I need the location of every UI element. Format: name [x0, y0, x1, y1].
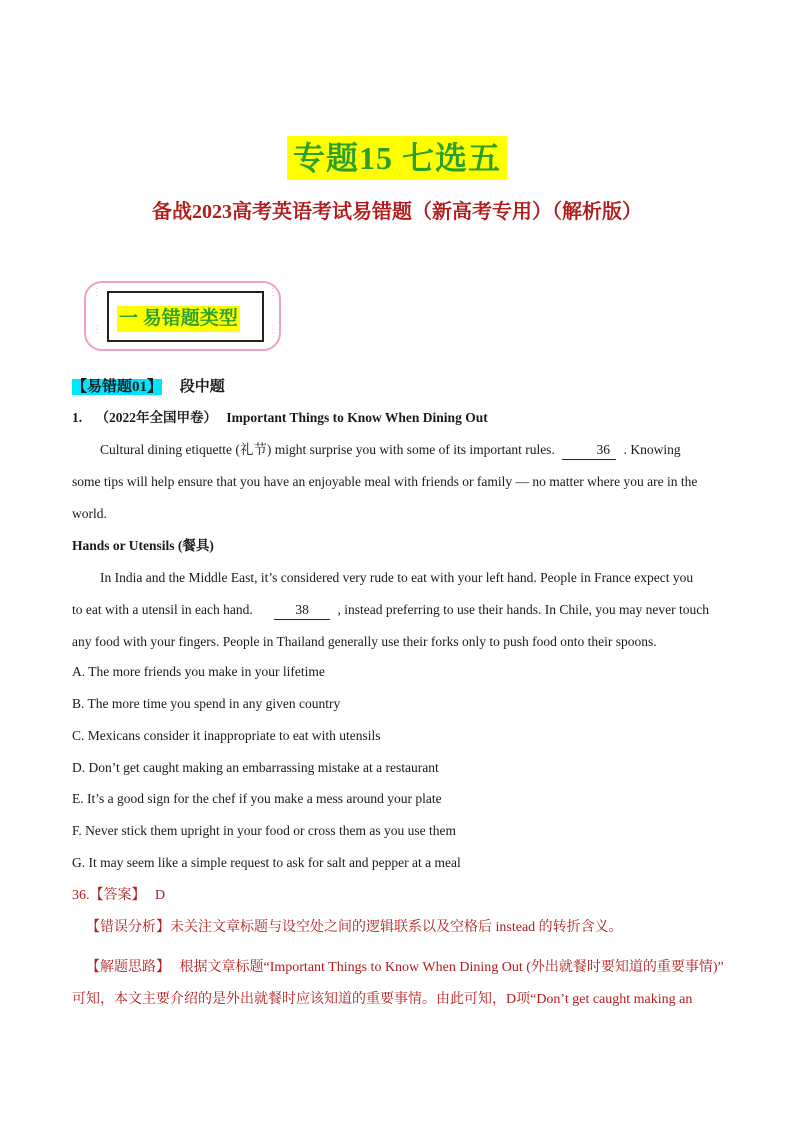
- error-analysis: [72, 912, 724, 944]
- error-analysis-label: 【错误分析】: [86, 920, 170, 935]
- decorative-dots-icon: ⋮: [92, 287, 102, 298]
- page-title: 专题15 七选五: [287, 136, 507, 180]
- option-e: E. It’s a good sign for the chef if you make a mess around your plate: [72, 791, 442, 806]
- error-analysis-text: 未关注文章标题与设空处之间的逻辑联系以及空格后 instead 的转折含义。: [170, 920, 623, 935]
- paragraph-1-line-1: [72, 434, 724, 466]
- page-subtitle: 备战2023高考英语考试易错题（新高考专用）（解析版）: [152, 201, 642, 223]
- paragraph-text: . Knowing: [623, 442, 681, 457]
- option-b: B. The more time you spend in any given country: [72, 696, 341, 711]
- decorative-dots-icon: ⋮: [268, 324, 278, 335]
- solution-label: 【解题思路】: [86, 960, 170, 975]
- option-c: C. Mexicans consider it inappropriate to eat with utensils: [72, 728, 381, 743]
- option-g: G. It may seem like a simple request to ask for salt and pepper at a meal: [72, 855, 461, 870]
- solution-line-1: [72, 952, 724, 984]
- solution-text-1: 根据文章标题“Important Things to Know When Dining Out (外出就餐时要知道的重要事情)”: [179, 960, 724, 975]
- paragraph-1-line-2: some tips will help ensure that you have an enjoyable meal with friends or family — no matter where you are in the: [72, 474, 698, 489]
- paragraph-2-line-3: any food with your fingers. People in Thailand generally use their forks only to push food onto their spoons.: [72, 634, 657, 649]
- error-type-tag: [72, 376, 225, 398]
- tag-bracket-close: 】: [147, 379, 163, 395]
- section-label: 一 易错题类型: [117, 306, 240, 332]
- paragraph-1-line-3: world.: [72, 506, 107, 521]
- question-heading: Important Things to Know When Dining Out: [226, 410, 488, 425]
- paragraph-2-line-1: In India and the Middle East, it’s considered very rude to eat with your left hand. People in France expect you: [100, 570, 694, 585]
- paragraph-2-line-2: [72, 594, 724, 626]
- answer-label: 36.【答案】: [72, 888, 146, 903]
- paragraph-text: to eat with a utensil in each hand.: [72, 602, 253, 617]
- decorative-dots-icon: ⋮: [268, 287, 278, 298]
- tag-highlight: 易错题01: [87, 379, 148, 395]
- decorative-dots-icon: ⋮: [92, 324, 102, 335]
- option-a: A. The more friends you make in your lifetime: [72, 664, 325, 679]
- subheading: Hands or Utensils (餐具): [72, 538, 214, 553]
- blank-36: 36: [562, 441, 616, 460]
- paragraph-text: Cultural dining etiquette (礼节) might surprise you with some of its important rules.: [100, 442, 555, 457]
- paragraph-text: , instead preferring to use their hands. In Chile, you may never touch: [337, 602, 709, 617]
- solution-line-2: 可知，本文主要介绍的是外出就餐时应该知道的重要事情。由此可知，D项“Don’t get caught making an: [72, 992, 693, 1007]
- option-d: D. Don’t get caught making an embarrassing mistake at a restaurant: [72, 760, 439, 775]
- option-f: F. Never stick them upright in your food or cross them as you use them: [72, 823, 456, 838]
- answer-line: [72, 885, 165, 907]
- blank-38: 38: [274, 601, 330, 620]
- answer-value: D: [155, 888, 166, 903]
- title-container: [0, 136, 794, 180]
- tag-name: 段中题: [179, 379, 225, 395]
- question-number: 1.: [72, 410, 83, 425]
- question-source: （2022年全国甲卷）: [95, 410, 217, 425]
- tag-bracket-open: 【: [72, 379, 88, 395]
- question-header: [72, 408, 488, 428]
